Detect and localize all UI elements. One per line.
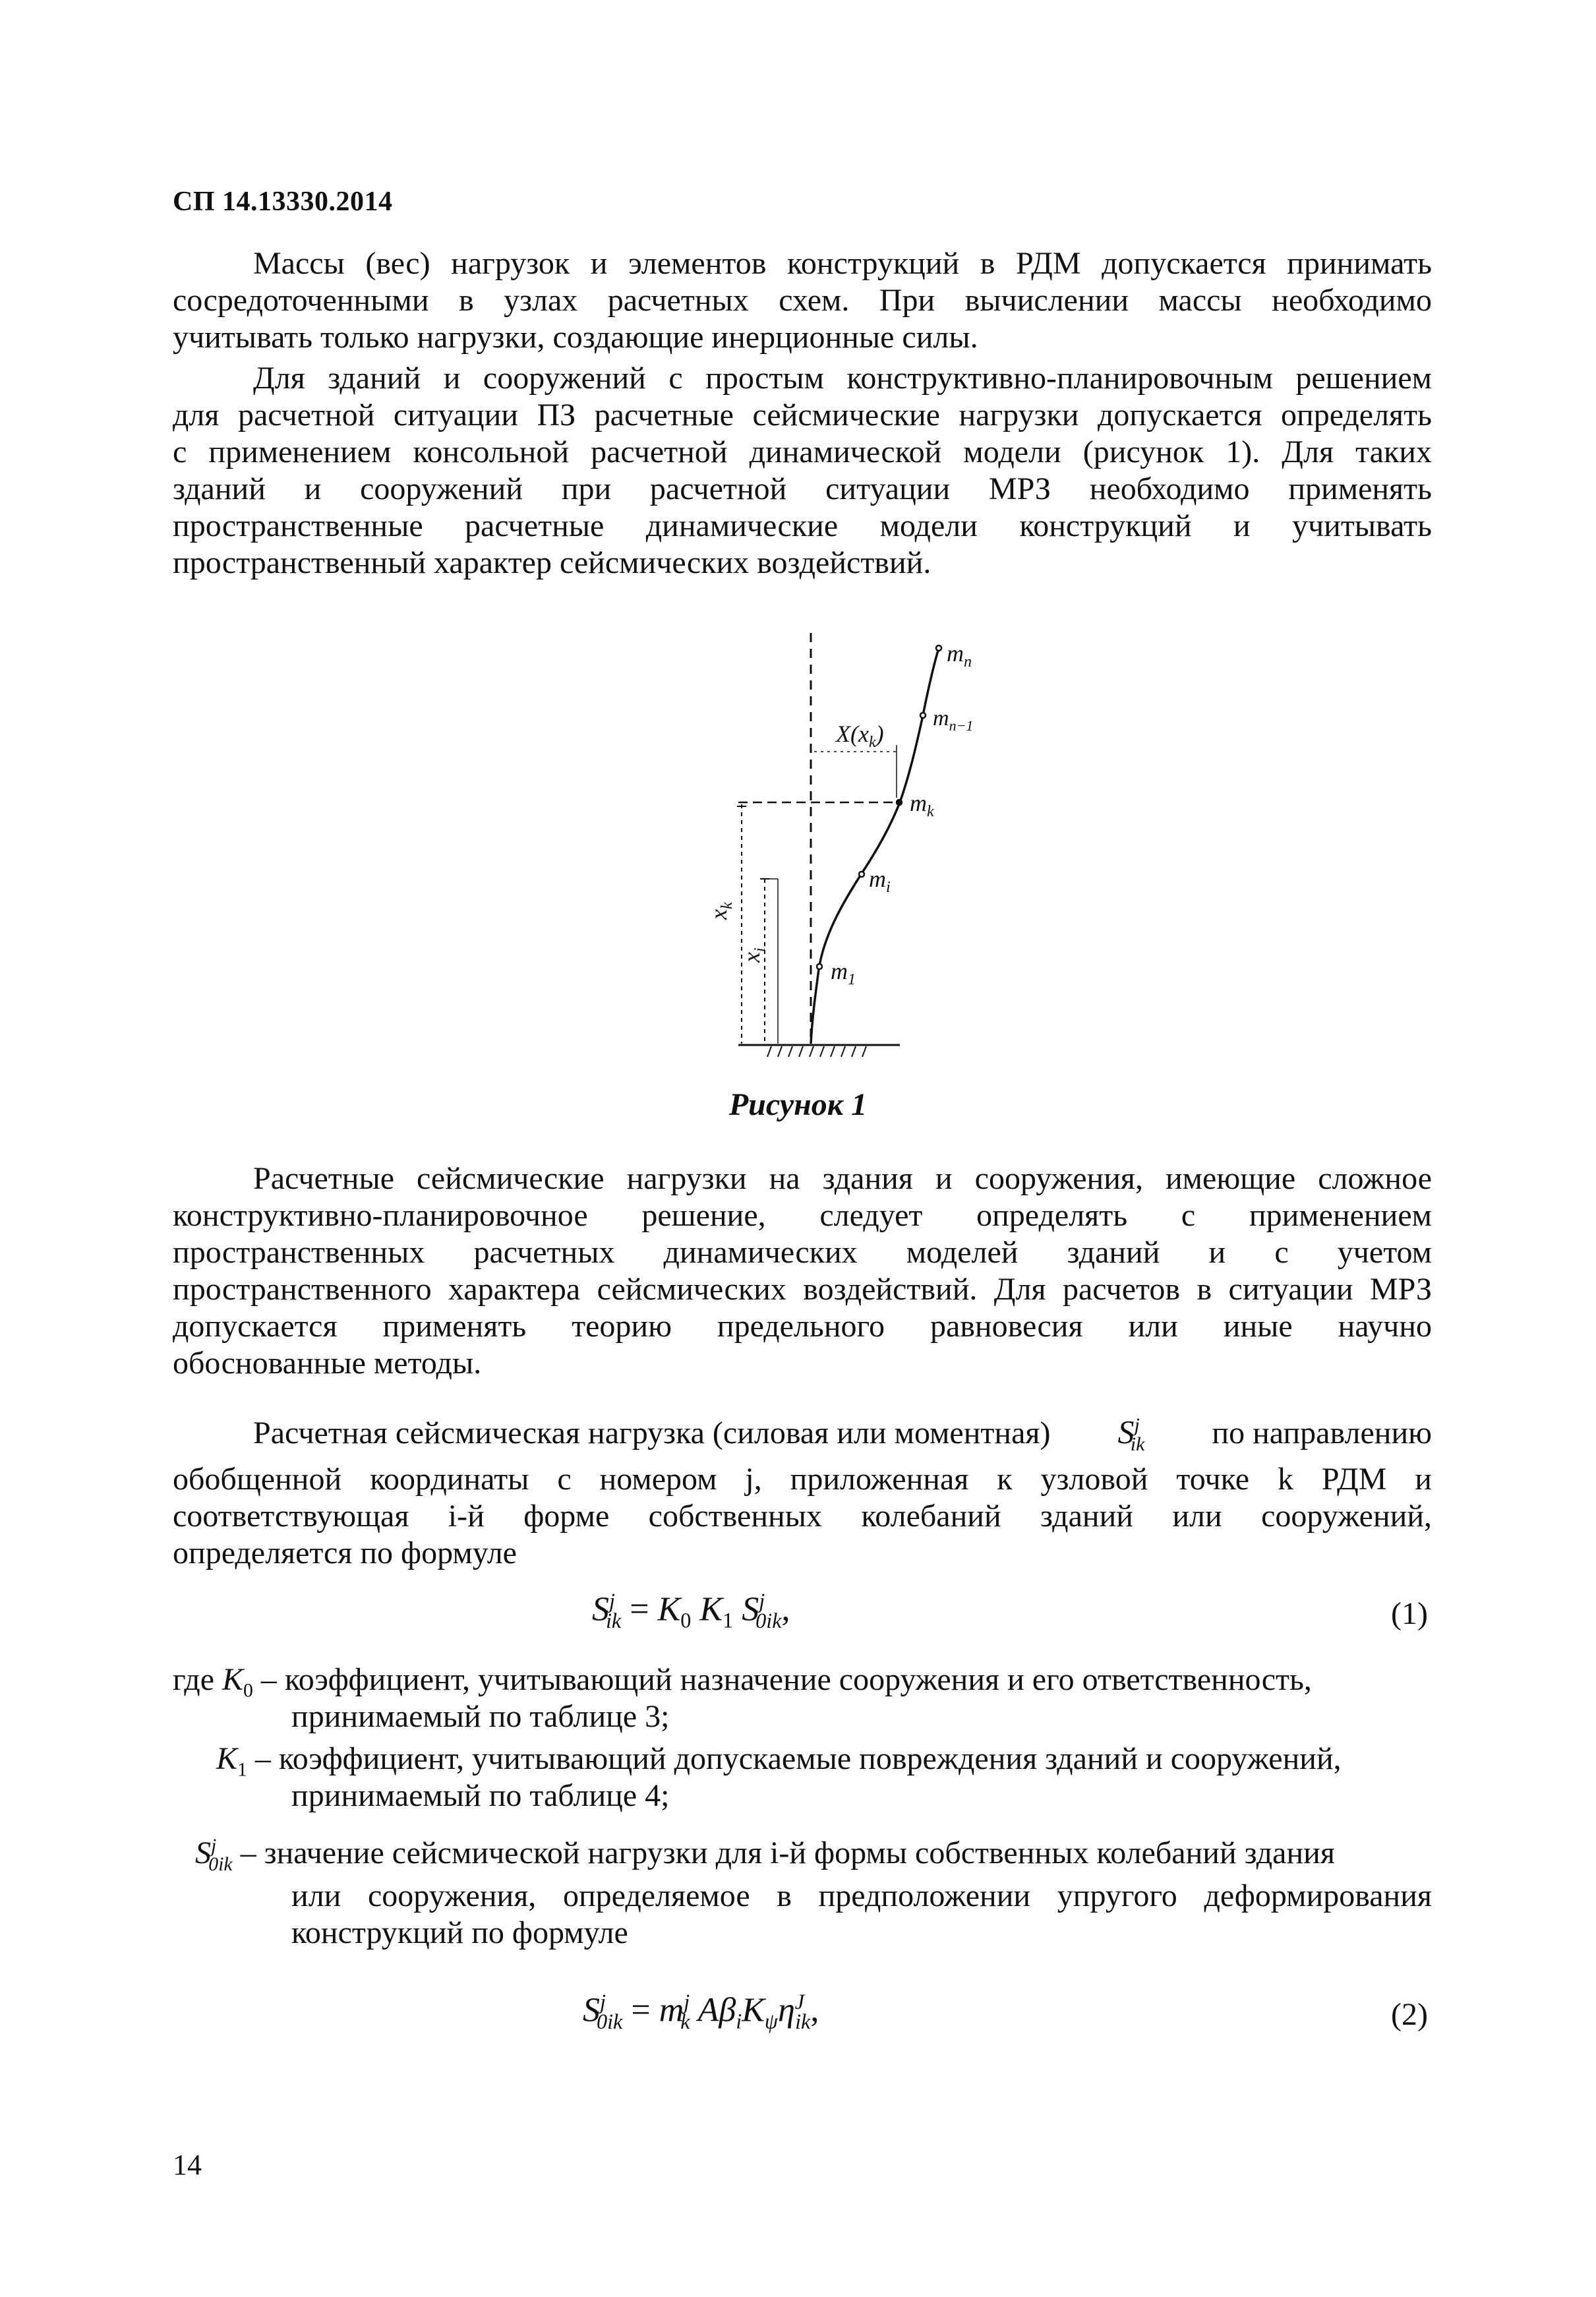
- mass-point-n-1: [920, 713, 926, 718]
- text-fragment: по направлению: [1212, 1415, 1432, 1450]
- text-line: пространственный характер сейсмических воздействий.: [173, 545, 931, 580]
- text-line: допускается применять теорию предельного равновесия или иные научно: [173, 1309, 1432, 1344]
- text-line: пространственного характера сейсмических воздействий. Для расчетов в ситуации МРЗ: [173, 1272, 1432, 1307]
- page-number: 14: [173, 2149, 202, 2181]
- definition-s0ik-cont: или сооружения, определяемое в предположении упругого деформирования: [291, 1878, 1432, 1913]
- paragraph-4-line-1: [253, 1404, 1432, 1466]
- definition-s0ik-cont2: конструкций по формуле: [291, 1915, 628, 1950]
- label-mn: $m_n$: [947, 640, 972, 671]
- definition-k0-cont: принимаемый по таблице 3;: [291, 1699, 670, 1734]
- text-fragment: Расчетная сейсмическая нагрузка (силовая или моментная): [253, 1415, 1051, 1450]
- inline-formula-S: $S^j_{ik}$: [1117, 1413, 1145, 1455]
- paragraph-2: [173, 360, 1432, 582]
- text-line: пространственных расчетных динамических моделей зданий и с учетом: [173, 1235, 1432, 1270]
- text-line: сосредоточенными в узлах расчетных схем. При вычислении массы необходимо: [173, 283, 1432, 318]
- label-displacement: $X(x_k)$: [836, 721, 884, 751]
- text-line: пространственные расчетные динамические модели конструкций и учитывать: [173, 508, 1432, 543]
- text-line: определяется по формуле: [173, 1536, 517, 1570]
- deformed-shape-curve: [811, 648, 939, 1044]
- text-line: с применением консольной расчетной динамической модели (рисунок 1). Для таких: [173, 434, 1432, 469]
- equation-number-2: (2): [1391, 1997, 1428, 2032]
- equation-number-1: (1): [1391, 1596, 1428, 1631]
- text-line: Расчетные сейсмические нагрузки на здания и сооружения, имеющие сложное: [253, 1161, 1432, 1196]
- label-mn-1: $m_{n-1}$: [933, 706, 974, 734]
- text-line: для расчетной ситуации ПЗ расчетные сейсмические нагрузки допускается определять: [173, 398, 1432, 433]
- formula-1: $S^j_{ik} = K_0$ $K_1$ $S^j_{0ik}$,: [592, 1589, 790, 1632]
- mass-point-i: [859, 872, 864, 877]
- mass-point-n: [936, 645, 941, 651]
- label-xi: $x_i$: [738, 947, 769, 963]
- text-line: Массы (вес) нагрузок и элементов конструкций в РДМ допускается принимать: [253, 246, 1432, 281]
- mass-point-1: [817, 964, 822, 969]
- label-m1: $m_1$: [831, 958, 856, 988]
- text-line: обоснованные методы.: [173, 1346, 482, 1381]
- definition-k1-cont: принимаемый по таблице 4;: [291, 1778, 670, 1813]
- label-mk: $m_k$: [910, 790, 934, 820]
- text-line: учитывать только нагрузки, создающие инерционные силы.: [173, 320, 978, 355]
- label-mi: $m_i$: [869, 866, 891, 896]
- mass-point-k: [897, 800, 902, 805]
- formula-2: $S^j_{0ik} = m^j_k$ $A\beta_iK_\psi\eta^J_{ik}$,: [583, 1990, 819, 2033]
- paragraph-4: [173, 1461, 1432, 1572]
- paragraph-3: [173, 1160, 1432, 1382]
- label-xk: $x_k$: [705, 902, 736, 920]
- text-line: соответствующая i-й форме собственных колебаний зданий или сооружений,: [173, 1499, 1432, 1534]
- cantilever-model-figure: [699, 630, 1068, 1078]
- document-header: СП 14.13330.2014: [173, 187, 393, 217]
- ground-hatch: [767, 1046, 866, 1057]
- text-line: зданий и сооружений при расчетной ситуации МРЗ необходимо применять: [173, 471, 1432, 506]
- definition-k1: $K_1$ – коэффициент, учитывающий допускаемые повреждения зданий и сооружений,: [216, 1741, 1342, 1781]
- paragraph-1: [173, 245, 1432, 356]
- definition-k0: где $K_0$ – коэффициент, учитывающий назначение сооружения и его ответственность,: [173, 1662, 1312, 1702]
- figure-caption: Рисунок 1: [728, 1087, 868, 1122]
- text-line: конструктивно-планировочное решение, следует определять с применением: [173, 1198, 1432, 1233]
- definition-s0ik: $S^j_{0ik}$ – значение сейсмической нагрузки для i-й формы собственных колебаний здания: [195, 1835, 1335, 1875]
- text-line: Для зданий и сооружений с простым конструктивно-планировочным решением: [253, 361, 1432, 396]
- text-line: обобщенной координаты с номером j, приложенная к узловой точке k РДМ и: [173, 1462, 1432, 1497]
